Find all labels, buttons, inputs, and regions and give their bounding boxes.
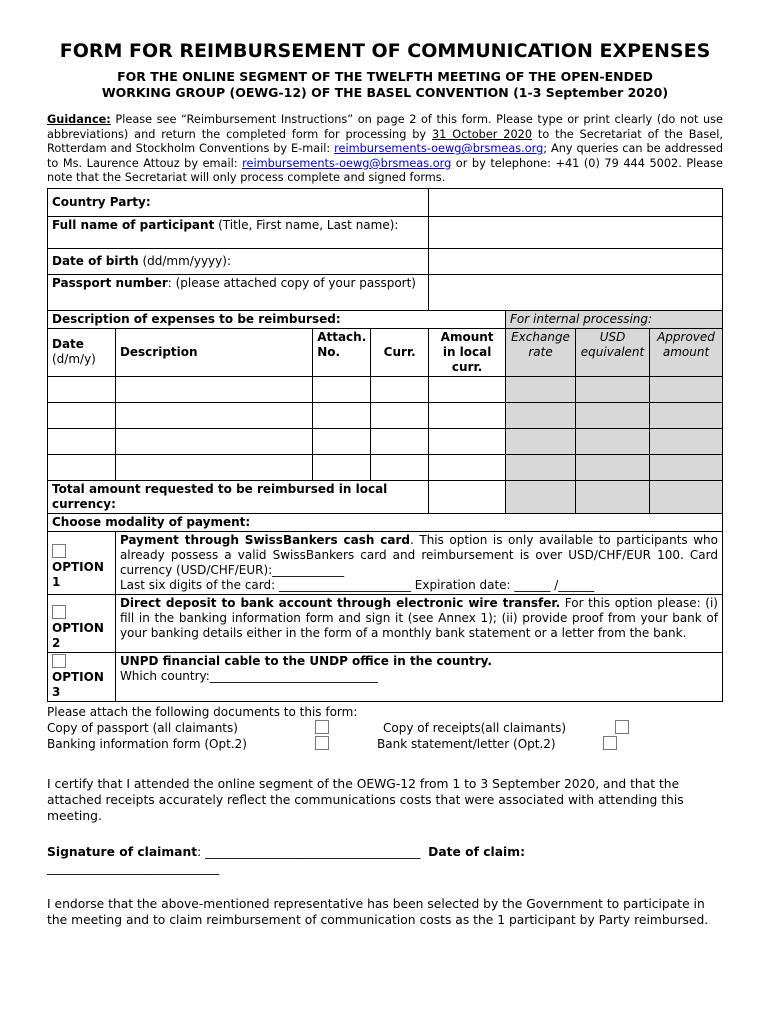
date-of-claim-label: Date of claim: xyxy=(428,844,526,859)
col-date xyxy=(48,328,116,376)
option-1-description xyxy=(115,531,722,594)
expense-row xyxy=(48,454,723,480)
col-description: Description xyxy=(115,328,312,376)
attach-banking-label: Banking information form (Opt.2) xyxy=(47,736,247,751)
guidance-text-3: ; Any queries can be addressed to Ms. Laurence Attouz by email: xyxy=(47,142,724,170)
dob-field[interactable] xyxy=(429,248,723,274)
option-1-cell xyxy=(48,531,116,594)
passport-field[interactable] xyxy=(429,274,723,310)
dob-label xyxy=(48,248,429,274)
col-attach: Attach. No. xyxy=(313,328,371,376)
passport-label-rest: : (please attached copy of your passport) xyxy=(167,275,416,290)
option-3-checkbox[interactable] xyxy=(52,654,66,668)
attach-statement-checkbox[interactable] xyxy=(603,736,617,750)
signature-label: Signature of claimant xyxy=(47,844,198,859)
col-amount: Amount in local curr. xyxy=(429,328,506,376)
option-3-text: Which country:____________________________ xyxy=(119,668,378,683)
attachments-section xyxy=(47,704,723,752)
col-date-format: (d/m/y) xyxy=(52,352,96,367)
full-name-label xyxy=(48,216,429,248)
attach-receipts-label: Copy of receipts(all claimants) xyxy=(383,720,566,735)
reimbursement-table xyxy=(47,188,723,702)
internal-processing-label: For internal processing: xyxy=(506,310,723,328)
guidance-text-2: to the Secretariat of the Basel, Rotterdam and Stockholm Conventions by E-mail: xyxy=(47,127,723,156)
endorse-paragraph: I endorse that the above-mentioned representative has been selected by the Government to participate in the meeting and to claim reimbursement of communication costs as the 1 participant by Party reimbursed. xyxy=(47,896,709,927)
col-usd: USD equivalent xyxy=(576,328,650,376)
expense-row xyxy=(48,376,723,402)
form-title: FORM FOR REIMBURSEMENT OF COMMUNICATION EXPENSES xyxy=(59,40,711,62)
option-3-description xyxy=(115,652,722,701)
guidance-paragraph xyxy=(47,113,723,186)
expenses-heading: Description of expenses to be reimbursed: xyxy=(48,310,506,328)
signature-line xyxy=(47,844,723,876)
deadline-date: 31 October 2020 xyxy=(431,127,533,141)
guidance-label: Guidance: xyxy=(47,113,111,126)
option-3-label: OPTION 3 xyxy=(52,669,104,699)
payment-heading: Choose modality of payment: xyxy=(48,513,723,531)
option-2-label: OPTION 2 xyxy=(52,620,104,650)
country-party-field[interactable] xyxy=(429,188,723,216)
col-date-label: Date xyxy=(52,337,84,352)
option-2-checkbox[interactable] xyxy=(52,605,66,619)
option-1-label: OPTION 1 xyxy=(52,559,104,589)
expense-row xyxy=(48,402,723,428)
attachments-intro: Please attach the following documents to this form: xyxy=(47,704,358,719)
full-name-field[interactable] xyxy=(429,216,723,248)
option-2-description xyxy=(115,594,722,652)
guidance-text-1: Please see “Reimbursement Instructions” on page 2 of this form. Please type or print clearly (do not use abbreviations) and return the completed form for processing by xyxy=(47,113,723,141)
full-name-label-bold: Full name of participant xyxy=(52,217,215,232)
guidance-text-4: or by telephone: +41 (0) 79 444 5002. Please note that the Secretariat will only process complete and signed forms. xyxy=(47,156,723,185)
passport-label-bold: Passport number xyxy=(52,275,168,290)
form-page xyxy=(47,40,723,928)
total-field[interactable] xyxy=(429,480,506,513)
option-3-cell xyxy=(48,652,116,701)
dob-label-bold: Date of birth xyxy=(52,253,139,268)
option-1-text: . This option is only available to participants who already possess a valid SwissBankers card and reimbursement is over USD/CHF/EUR 100. Card currency (USD/CHF/EUR):____________ xyxy=(119,532,718,577)
full-name-label-rest: (Title, First name, Last name): xyxy=(214,217,399,232)
date-of-claim-field[interactable]: ____________________________ xyxy=(47,860,220,875)
attach-statement-label: Bank statement/letter (Opt.2) xyxy=(377,736,556,751)
attach-passport-label: Copy of passport (all claimants) xyxy=(47,720,238,735)
col-exchange: Exchange rate xyxy=(506,328,576,376)
option-2-cell xyxy=(48,594,116,652)
email-link-2[interactable]: reimbursements-oewg@brsmeas.org xyxy=(242,156,452,170)
option-1-title: Payment through SwissBankers cash card xyxy=(119,532,411,547)
attach-passport-checkbox[interactable] xyxy=(315,720,329,734)
option-2-title: Direct deposit to bank account through electronic wire transfer. xyxy=(119,595,561,610)
dob-label-rest: (dd/mm/yyyy): xyxy=(138,253,231,268)
country-party-label: Country Party: xyxy=(48,188,429,216)
total-label: Total amount requested to be reimbursed in local currency: xyxy=(48,480,429,513)
option-1-checkbox[interactable] xyxy=(52,544,66,558)
form-subtitle: FOR THE ONLINE SEGMENT OF THE TWELFTH MEETING OF THE OPEN-ENDED WORKING GROUP (OEWG-12) OF THE BASEL CONVENTION (1-3 September 2020) xyxy=(101,69,669,100)
certify-paragraph: I certify that I attended the online segment of the OEWG-12 from 1 to 3 September 2020, and that the attached receipts accurately reflect the communications costs that were associated with attending this meeting. xyxy=(47,776,684,823)
expense-row xyxy=(48,428,723,454)
attach-receipts-checkbox[interactable] xyxy=(615,720,629,734)
attach-banking-checkbox[interactable] xyxy=(315,736,329,750)
col-approved: Approved amount xyxy=(650,328,723,376)
option-2-text: For this option please: (i) fill in the banking information form and sign it (see Annex 1); (ii) provide proof from your bank of your banking details either in the form of a monthly bank statement or a letter from the bank. xyxy=(119,595,718,640)
col-curr: Curr. xyxy=(371,328,429,376)
signature-field[interactable]: : ___________________________________ xyxy=(197,844,421,859)
option-1-card-line: Last six digits of the card: ______________________ Expiration date: ______ /______ xyxy=(119,577,595,592)
option-3-title: UNPD financial cable to the UNDP office in the country. xyxy=(119,653,492,668)
passport-label xyxy=(48,274,429,310)
email-link-1[interactable]: reimbursements-oewg@brsmeas.org xyxy=(334,142,544,156)
